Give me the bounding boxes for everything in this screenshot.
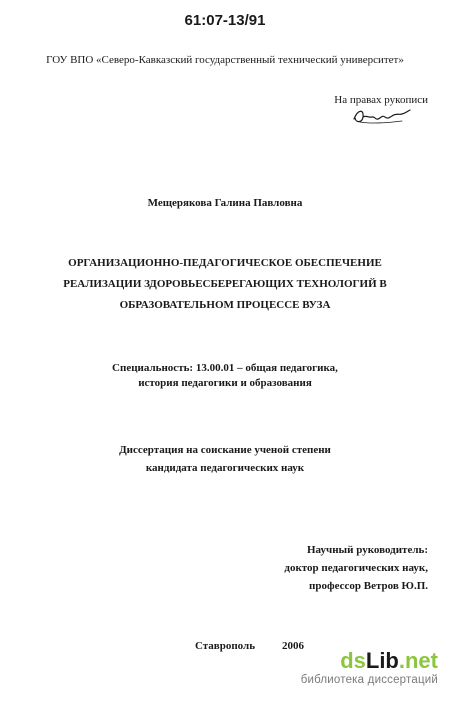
title-line: РЕАЛИЗАЦИИ ЗДОРОВЬЕСБЕРЕГАЮЩИХ ТЕХНОЛОГИЙ В (63, 278, 387, 290)
handwritten-signature (352, 105, 412, 127)
watermark-net: .net (398, 648, 438, 673)
degree-line: Диссертация на соискание ученой степени (119, 444, 331, 456)
dissertation-title (0, 253, 450, 316)
footer-city: Ставрополь (194, 640, 256, 652)
specialty-block (0, 361, 450, 391)
rights-notice: На правах рукописи (334, 94, 428, 106)
dslib-watermark (301, 650, 438, 686)
watermark-logo (301, 650, 438, 672)
degree-block (0, 441, 450, 477)
watermark-subtitle: библиотека диссертаций (300, 674, 438, 686)
watermark-lib: Lib (365, 648, 399, 673)
specialty-line: история педагогики и образования (138, 377, 312, 389)
supervisor-block (284, 541, 428, 595)
degree-line: кандидата педагогических наук (145, 462, 305, 474)
author-name: Мещерякова Галина Павловна (147, 197, 303, 209)
specialty-line: Специальность: 13.00.01 – общая педагогика, (112, 362, 338, 374)
supervisor-degree: доктор педагогических наук, (284, 562, 428, 574)
title-line: ОРГАНИЗАЦИОННО-ПЕДАГОГИЧЕСКОЕ ОБЕСПЕЧЕНИЕ (68, 257, 382, 269)
watermark-ds: ds (340, 648, 366, 673)
supervisor-name: профессор Ветров Ю.П. (309, 580, 428, 592)
title-line: ОБРАЗОВАТЕЛЬНОМ ПРОЦЕССЕ ВУЗА (119, 299, 331, 311)
institution-name: ГОУ ВПО «Северо-Кавказский государственный технический университет» (46, 54, 404, 66)
footer-year: 2006 (282, 640, 304, 652)
supervisor-label: Научный руководитель: (307, 544, 428, 556)
catalog-number: 61:07-13/91 (184, 12, 266, 29)
